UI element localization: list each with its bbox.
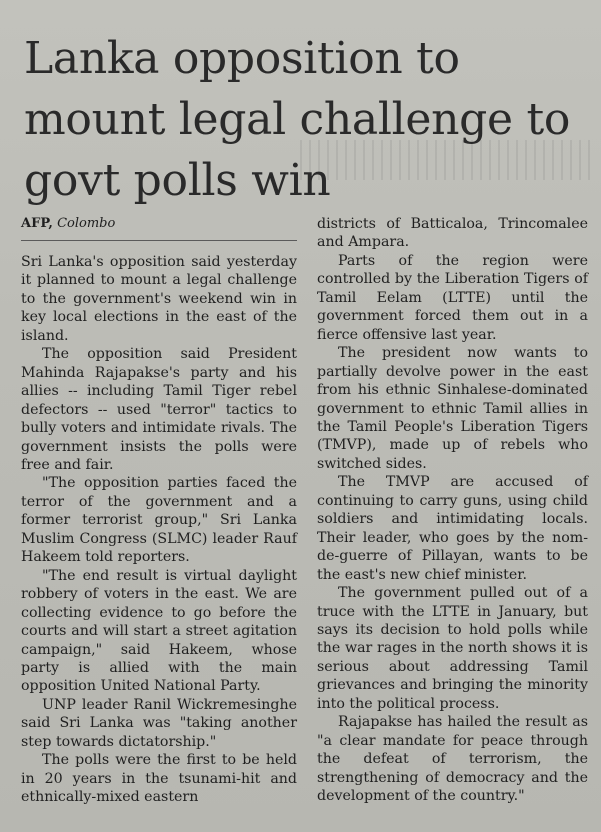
- paragraph: The polls were the first to be held in 20 years in the tsunami-hit and ethnically-mixed eastern: [21, 752, 297, 806]
- byline-agency: AFP,: [21, 216, 53, 231]
- paragraph: UNP leader Ranil Wickremesinghe said Sri Lanka was "taking another step towards dictatorship.": [21, 696, 297, 750]
- article-column-left: [21, 214, 297, 807]
- paragraph: Sri Lanka's opposition said yesterday it planned to mount a legal challenge to the government's weekend win in key local elections in the east of the island.: [21, 254, 297, 344]
- headline: Lanka opposition to mount legal challenge to govt polls win: [24, 33, 571, 206]
- paragraph: The government pulled out of a truce with the LTTE in January, but says its decision to hold polls while the war rages in the north shows it is serious about addressing Tamil grievances and bringing the minority into the political process.: [317, 585, 588, 712]
- paragraph: districts of Batticaloa, Trincomalee and Ampara.: [317, 216, 588, 251]
- byline: [21, 214, 297, 241]
- paragraph: The opposition said President Mahinda Rajapakse's party and his allies -- including Tamil Tiger rebel defectors -- used "terror" tactics to bully voters and intimidate rivals. The government insists the polls were free and fair.: [21, 346, 297, 473]
- paragraph: The president now wants to partially devolve power in the east from his ethnic Sinhalese-dominated government to ethnic Tamil allies in the Tamil People's Liberation Tigers (TMVP), made up of rebels who switched sides.: [317, 345, 588, 472]
- article-column-right: [317, 215, 588, 806]
- left-column-body: [21, 253, 297, 807]
- paragraph: The TMVP are accused of continuing to carry guns, using child soldiers and intimidating locals. Their leader, who goes by the nom-de-guerre of Pillayan, wants to be the east's new chief minister.: [317, 474, 588, 583]
- byline-city: Colombo: [57, 216, 116, 231]
- paragraph: "The opposition parties faced the terror of the government and a former terrorist group," Sri Lanka Muslim Congress (SLMC) leader Rauf Hakeem told reporters.: [21, 475, 297, 566]
- paragraph: Rajapakse has hailed the result as "a clear mandate for peace through the defeat of terrorism, the strengthening of democracy and the development of the country.": [317, 714, 588, 805]
- paragraph: Parts of the region were controlled by the Liberation Tigers of Tamil Eelam (LTTE) until the government forced them out in a fierce offensive last year.: [317, 252, 588, 343]
- paragraph: "The end result is virtual daylight robbery of voters in the east. We are collecting evidence to go before the courts and will start a street agitation campaign," said Hakeem, whose party is allied with the main opposition United National Party.: [21, 567, 297, 695]
